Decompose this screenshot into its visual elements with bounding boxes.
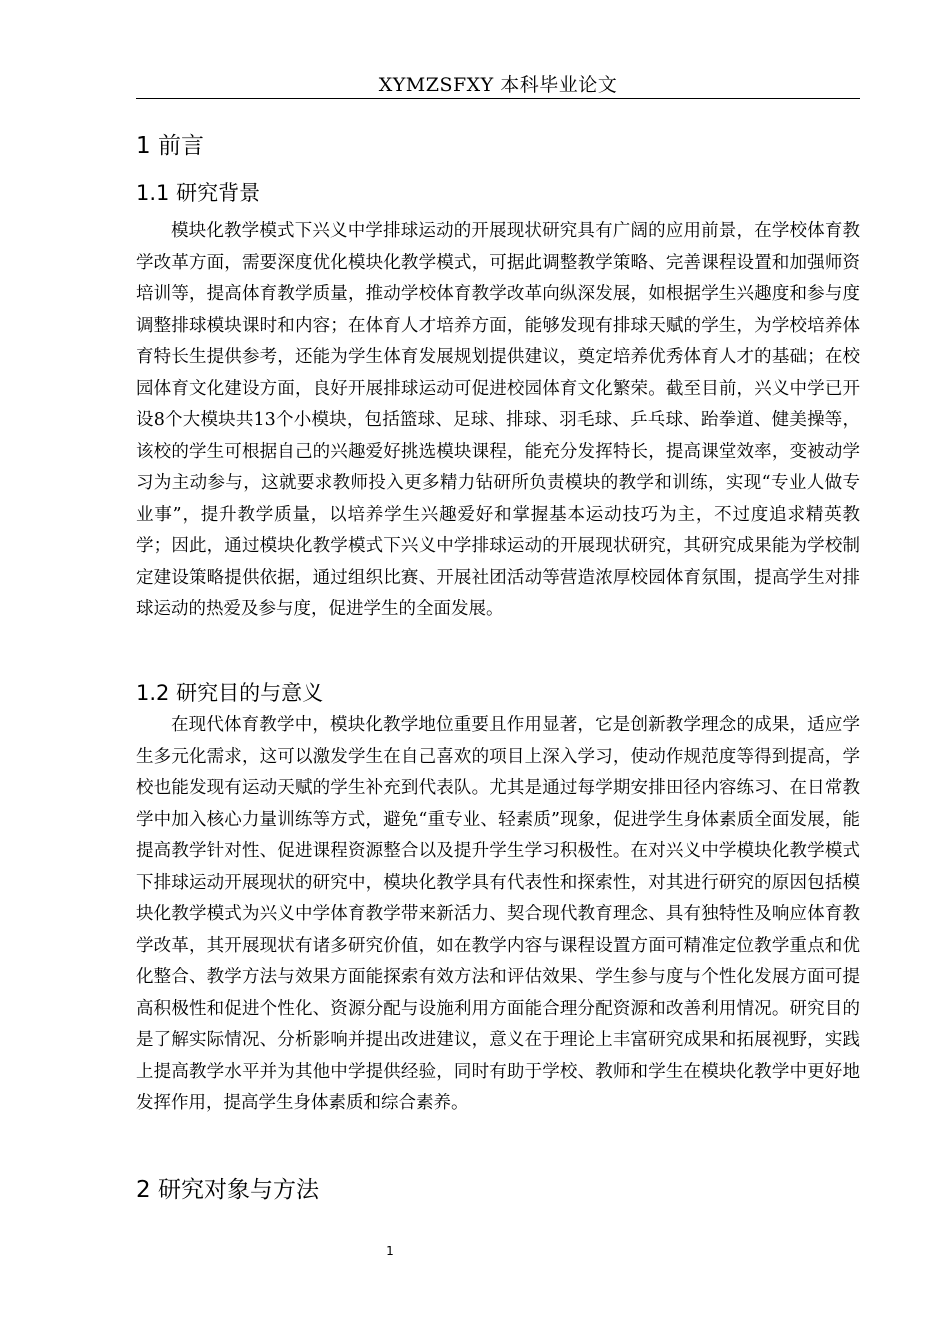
running-header-title: XYMZSFXY 本科毕业论文 [378,74,618,96]
section-heading-introduction: 1 前言 [136,133,204,159]
header-rule [136,98,860,99]
paragraph-research-background: 模块化教学模式下兴义中学排球运动的开展现状研究具有广阔的应用前景，在学校体育教学改革方面，需要深度优化模块化教学模式，可据此调整教学策略、完善课程设置和加强师资培训等，提高体育教学质量，推动学校体育教学改革向纵深发展，如根据学生兴趣度和参与度调整排球模块课时和内容；在体育人才培养方面，能够发现有排球天赋的学生，为学校培养体育特长生提供参考，还能为学生体育发展规划提供建议，奠定培养优秀体育人才的基础；在校园体育文化建设方面，良好开展排球运动可促进校园体育文化繁荣。截至目前，兴义中学已开设8个大模块共13个小模块，包括篮球、足球、排球、羽毛球、乒乓球、跆拳道、健美操等，该校的学生可根据自己的兴趣爱好挑选模块课程，能充分发挥特长，提高课堂效率，变被动学习为主动参与，这就要求教师投入更多精力钻研所负责模块的教学和训练，实现“专业人做专业事”，提升教学质量，以培养学生兴趣爱好和掌握基本运动技巧为主，不过度追求精英教学；因此，通过模块化教学模式下兴义中学排球运动的开展现状研究，其研究成果能为学校制定建设策略提供依据，通过组织比赛、开展社团活动等营造浓厚校园体育氛围，提高学生对排球运动的热爱及参与度，促进学生的全面发展。 [136,221,860,619]
page-number: 1 [386,1244,394,1258]
paragraph-purpose-significance: 在现代体育教学中，模块化教学地位重要且作用显著，它是创新教学理念的成果，适应学生多元化需求，这可以激发学生在自己喜欢的项目上深入学习，使动作规范度等得到提高，学校也能发现有运动天赋的学生补充到代表队。尤其是通过每学期安排田径内容练习、在日常教学中加入核心力量训练等方式，避免“重专业、轻素质”现象，促进学生身体素质全面发展，能提高教学针对性、促进课程资源整合以及提升学生学习积极性。在对兴义中学模块化教学模式下排球运动开展现状的研究中，模块化教学具有代表性和探索性，对其进行研究的原因包括模块化教学模式为兴义中学体育教学带来新活力、契合现代教育理念、具有独特性及响应体育教学改革，其开展现状有诸多研究价值，如在教学内容与课程设置方面可精准定位教学重点和优化整合、教学方法与效果方面能探索有效方法和评估效果、学生参与度与个性化发展方面可提高积极性和促进个性化、资源分配与设施利用方面能合理分配资源和改善利用情况。研究目的是了解实际情况、分析影响并提出改进建议，意义在于理论上丰富研究成果和拓展视野，实践上提高教学水平并为其他中学提供经验，同时有助于学校、教师和学生在模块化教学中更好地发挥作用，提高学生身体素质和综合素养。 [136,715,860,1113]
section-heading-research-objects-methods: 2 研究对象与方法 [136,1177,319,1203]
subsection-heading-purpose-significance: 1.2 研究目的与意义 [136,681,324,705]
subsection-heading-research-background: 1.1 研究背景 [136,181,261,205]
